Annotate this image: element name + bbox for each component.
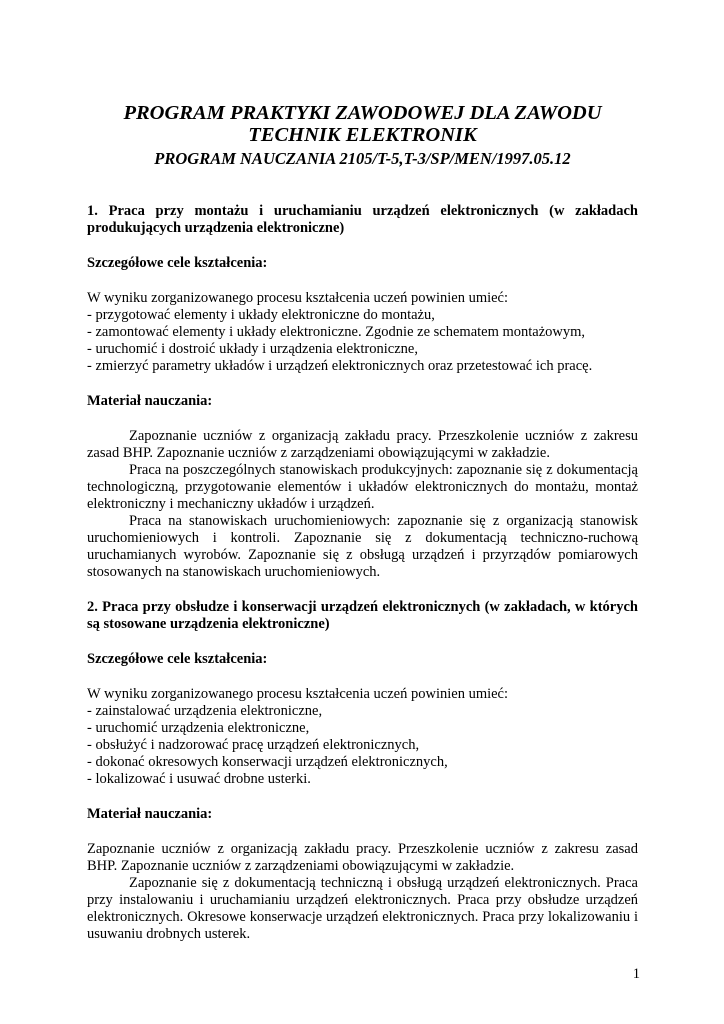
section1-goals-heading: Szczegółowe cele kształcenia: — [87, 255, 268, 271]
section1-material-paragraph: Praca na poszczególnych stanowiskach produkcyjnych: zapoznanie się z dokumentacją technologiczną, przygotowanie elementów i układów elektronicznych do montażu, montaż elektroniczny i mechaniczny układów i urządzeń. — [87, 462, 638, 512]
list-item: - przygotować elementy i układy elektroniczne do montażu, — [87, 307, 435, 323]
section2-goals-heading: Szczegółowe cele kształcenia: — [87, 651, 268, 667]
list-item: - uruchomić urządzenia elektroniczne, — [87, 720, 310, 736]
page-number: 1 — [632, 966, 640, 982]
list-item: - obsłużyć i nadzorować pracę urządzeń elektronicznych, — [87, 737, 420, 753]
document-subtitle: PROGRAM NAUCZANIA 2105/T-5,T-3/SP/MEN/1997.05.12 — [154, 149, 571, 168]
list-item: - dokonać okresowych konserwacji urządzeń elektronicznych, — [87, 754, 448, 770]
list-item: - zmierzyć parametry układów i urządzeń elektronicznych oraz przetestować ich pracę. — [87, 358, 593, 374]
section1-heading: 1. Praca przy montażu i uruchamianiu urządzeń elektronicznych (w zakładach produkujących urządzenia elektroniczne) — [87, 203, 638, 236]
list-item: - zainstalować urządzenia elektroniczne, — [87, 703, 323, 719]
section2-goals-list — [87, 703, 638, 788]
section1-material-paragraph: Zapoznanie uczniów z organizacją zakładu pracy. Przeszkolenie uczniów z zakresu zasad BHP. Zapoznanie uczniów z zarządzeniami obowiązującymi w zakładzie. — [87, 428, 638, 461]
section1-goals-intro: W wyniku zorganizowanego procesu kształcenia uczeń powinien umieć: — [87, 290, 509, 306]
list-item: - uruchomić i dostroić układy i urządzenia elektroniczne, — [87, 341, 418, 357]
document-page — [87, 102, 638, 943]
section2-material-paragraph: Zapoznanie uczniów z organizacją zakładu pracy. Przeszkolenie uczniów z zakresu zasad BHP. Zapoznanie uczniów z zarządzeniami obowiązującymi w zakładzie. — [87, 841, 638, 874]
section2-material-heading: Materiał nauczania: — [87, 806, 213, 822]
list-item: - lokalizować i usuwać drobne usterki. — [87, 771, 311, 787]
section2-material-paragraph: Zapoznanie się z dokumentacją techniczną i obsługą urządzeń elektronicznych. Praca przy instalowaniu i uruchamianiu urządzeń elektronicznych. Praca przy obsłudze urządzeń elektronicznych. Okresowe konserwacje urządzeń elektronicznych. Praca przy lokalizowaniu i usuwaniu drobnych usterek. — [87, 875, 638, 942]
section1-goals-list — [87, 307, 638, 375]
section1-material-paragraph: Praca na stanowiskach uruchomieniowych: zapoznanie się z organizacją stanowisk uruchomieniowych i kontroli. Zapoznanie się z dokumentacją techniczno-ruchową uruchamianych wyrobów. Zapoznanie się z obsługą urządzeń i przyrządów pomiarowych stosowanych na stanowiskach uruchomieniowych. — [87, 513, 638, 580]
document-title-line1: PROGRAM PRAKTYKI ZAWODOWEJ DLA ZAWODU — [123, 102, 602, 124]
document-title-line2: TECHNIK ELEKTRONIK — [248, 124, 477, 146]
section2-heading: 2. Praca przy obsłudze i konserwacji urządzeń elektronicznych (w zakładach, w których są stosowane urządzenia elektroniczne) — [87, 599, 638, 632]
section1-material-heading: Materiał nauczania: — [87, 393, 213, 409]
list-item: - zamontować elementy i układy elektroniczne. Zgodnie ze schematem montażowym, — [87, 324, 586, 340]
section2-goals-intro: W wyniku zorganizowanego procesu kształcenia uczeń powinien umieć: — [87, 686, 509, 702]
